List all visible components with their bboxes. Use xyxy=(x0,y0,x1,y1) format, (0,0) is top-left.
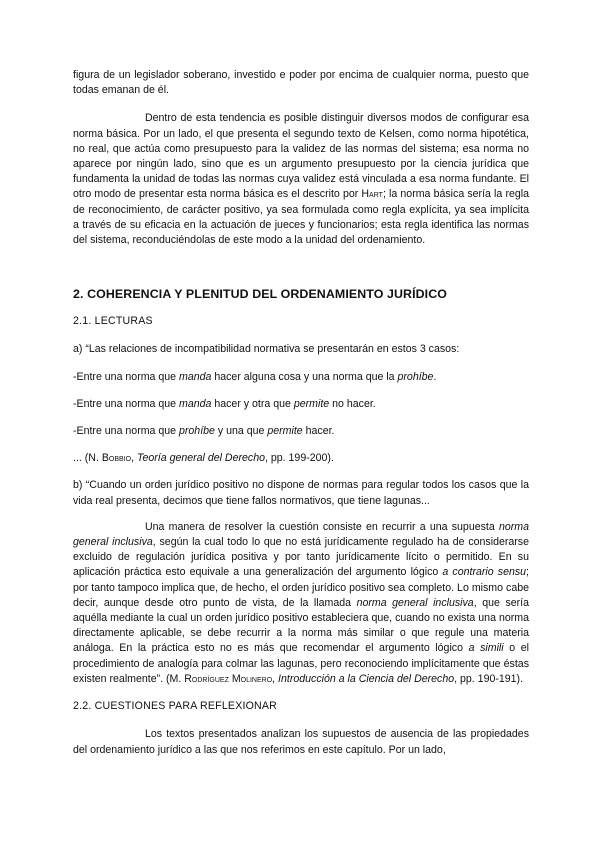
document-page xyxy=(73,68,529,758)
section-title: 2. COHERENCIA Y PLENITUD DEL ORDENAMIENTO JURÍDICO xyxy=(73,287,448,302)
case-item: -Entre una norma que manda hacer y otra que permite no hacer. xyxy=(73,397,376,410)
intro-paragraph-2: Dentro de esta tendencia es posible distinguir diversos modos de configurar esa norma básica. Por un lado, el que presenta el segundo texto de Kelsen, como norma hipotética, no real, que actúa como presupuesto para la validez de las normas del sistema; esa norma no aparece por ningún lado, sino que es un argumento presupuesto por la ciencia jurídica que fundamenta la unidad de todas las normas cuya validez está vinculada a esa norma fundante. El otro modo de presentar esta norma básica es el descrito por Hart; la norma básica sería la regla de reconocimiento, de carácter positivo, ya sea formulada como regla explícita, ya sea implícita a través de su eficacia en la actuación de jueces y funcionarios; esta regla identifica las normas del sistema, reconduciéndolas de este modo a la unidad del ordenamiento. xyxy=(73,112,529,247)
cuestiones-heading: 2.2. CUESTIONES PARA REFLEXIONAR xyxy=(73,700,278,713)
lecturas-heading: 2.1. LECTURAS xyxy=(73,315,153,328)
lecturas-a-intro: a) “Las relaciones de incompatibilidad normativa se presentarán en estos 3 casos: xyxy=(73,343,460,356)
intro-paragraph-1: figura de un legislador soberano, investido e poder por encima de cualquier norma, puesto que todas emanan de él. xyxy=(73,69,529,97)
lecturas-b-text: b) “Cuando un orden jurídico positivo no dispone de normas para regular todos los casos que la vida real presenta, decimos que tiene fallos normativos, que tiene lagunas... xyxy=(73,479,529,507)
case-item: -Entre una norma que prohíbe y una que permite hacer. xyxy=(73,425,335,438)
case-item: -Entre una norma que manda hacer alguna cosa y una norma que la prohíbe. xyxy=(73,370,437,383)
lecturas-b-paragraph: Una manera de resolver la cuestión consiste en recurrir a una supuesta norma general inclusiva, según la cual todo lo que no está jurídicamente regulado ha de considerarse excluido de regulación jurídica positiva y por tanto jurídicamente lícito o permitido. En su aplicación práctica esto equivale a una generalización del argumento lógico a contrario sensu; por tanto tampoco implica que, de hecho, el orden jurídico positivo sea completo. Lo mismo cabe decir, aunque desde otro punto de vista, de la llamada norma general inclusiva, que sería aquélla mediante la cual un orden jurídico positivo estableciera que, cuando no exista una norma directamente aplicable, se debe recurrir a la norma más similar o que regule una materia análoga. En la práctica esto no es más que recomendar el argumento lógico a simili o el procedimiento de analogía para colmar las lagunas, pero reconociendo implícitamente que éstas existen realmente”. (M. Rodríguez Molinero, Introducción a la Ciencia del Derecho, pp. 190-191). xyxy=(73,520,530,685)
citation-bobbio: ... (N. Bobbio, Teoría general del Derecho, pp. 199-200). xyxy=(73,452,334,465)
cuestiones-paragraph: Los textos presentados analizan los supuestos de ausencia de las propiedades del ordenamiento jurídico a las que nos referimos en este capítulo. Por un lado, xyxy=(73,728,529,756)
